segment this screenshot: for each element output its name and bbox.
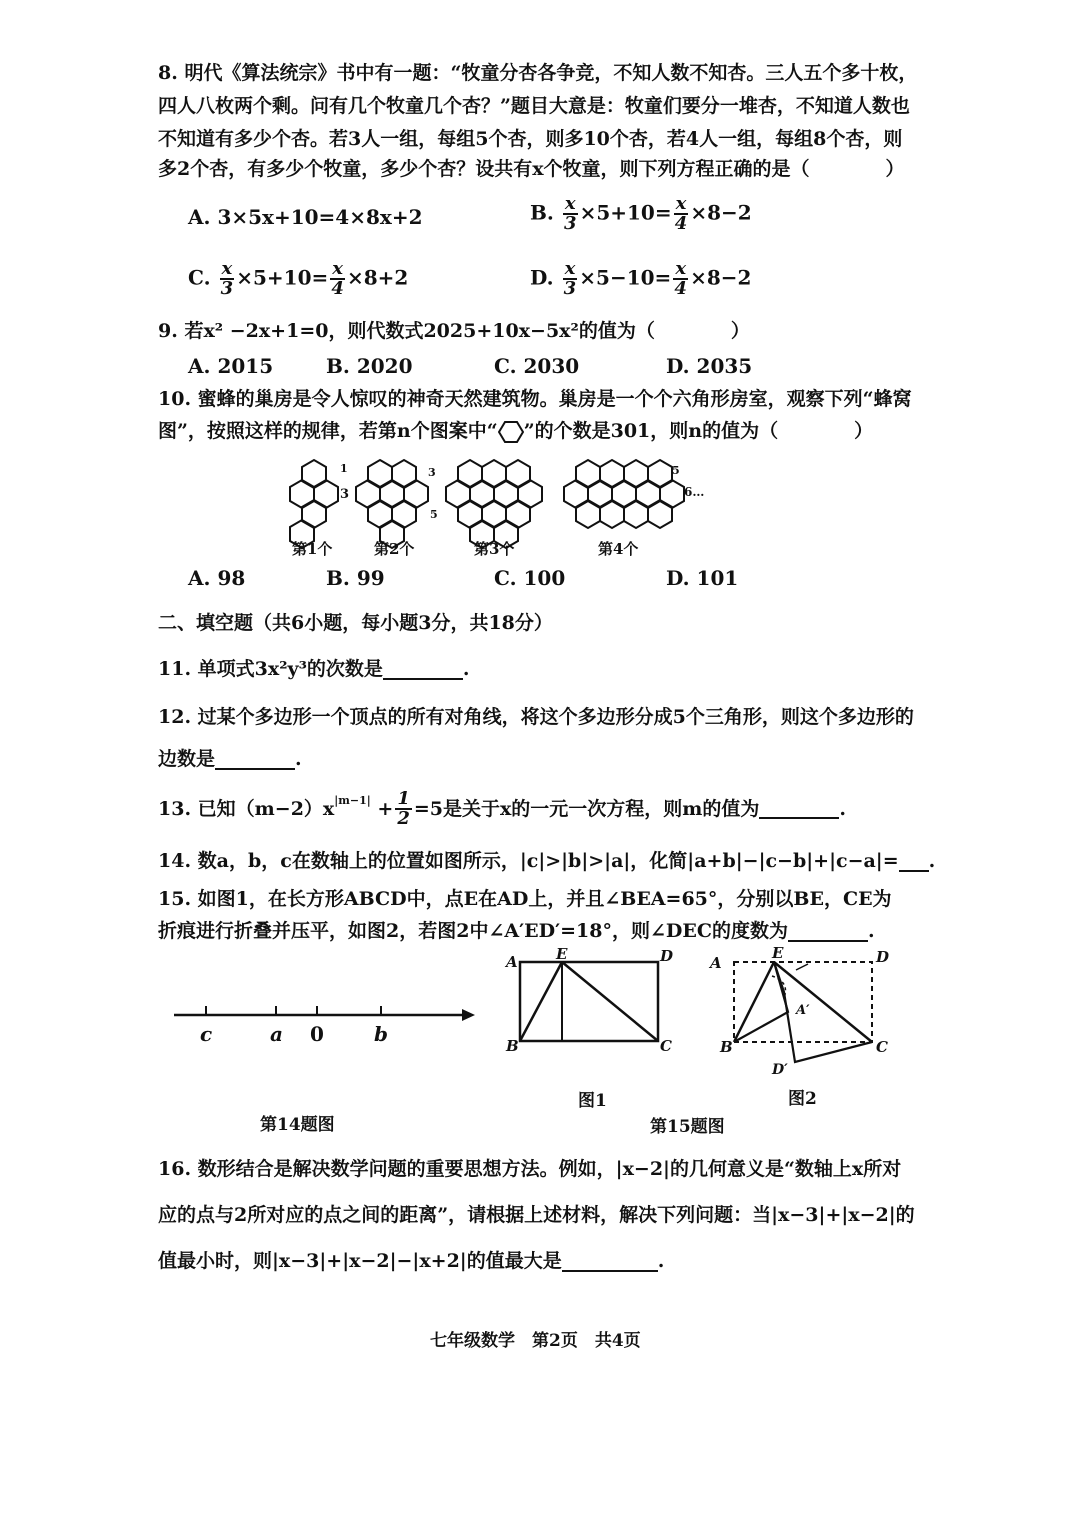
caption-q15: 第15题图	[650, 1117, 725, 1137]
q16-line-1: 16. 数形结合是解决数学问题的重要思想方法。例如，|x−2|的几何意义是“数轴上x所对	[158, 1158, 902, 1180]
figure-label-3: 第3个	[474, 540, 515, 558]
q9-option-c: C. 2030	[494, 354, 580, 378]
figure-label-2: 第2个	[374, 540, 415, 558]
q15-line-2: 折痕进行折叠并压平，如图2，若图2中∠A′ED′=18°，则∠DEC的度数为 .	[158, 920, 875, 942]
label-D-prime: D′	[772, 1062, 788, 1078]
mark: 6…	[684, 485, 705, 499]
q13: 13. 已知$(m-2)x^{|m-1|}$ + $\frac{1}{2}$ =5是关于x的一元一次方程，则m的值为 .	[158, 788, 847, 829]
answer-blank[interactable]	[215, 750, 295, 770]
label-B: B	[720, 1038, 733, 1056]
q8-option-a: A. 3×5x+10=4×8x+2	[188, 205, 423, 229]
label-A: A	[710, 954, 722, 972]
mark: 5	[672, 464, 680, 477]
answer-blank[interactable]	[562, 1252, 658, 1272]
label-a: a	[270, 1022, 283, 1046]
figure-label-1: 第1个	[292, 540, 333, 558]
caption-fig1: 图1	[578, 1091, 607, 1111]
mark: 3	[340, 487, 350, 502]
fraction: $\frac{x}{4}$	[674, 193, 688, 234]
q8-line-4: 多2个杏，有多少个牧童，多少个杏？设共有x个牧童，则下列方程正确的是（ ）	[158, 158, 905, 180]
fraction: $\frac{x}{3}$	[220, 258, 234, 299]
label-zero: 0	[310, 1022, 324, 1046]
hexagon-icon	[498, 421, 524, 443]
q9-option-a: A. 2015	[188, 354, 274, 378]
honeycomb-4	[564, 460, 684, 528]
q8-line-2: 四人八枚两个剩。问有几个牧童几个杏？”题目大意是：牧童们要分一堆杏，不知道人数也	[158, 95, 910, 117]
honeycomb-2	[356, 460, 428, 548]
caption-fig2: 图2	[788, 1089, 817, 1109]
q8-option-c: C. $\frac{x}{3}$ ×5+10= $\frac{x}{4}$ ×8+2	[188, 258, 409, 299]
label-A-prime: A′	[796, 1003, 810, 1018]
label-D: D	[660, 947, 674, 965]
q9-option-d: D. 2035	[666, 354, 753, 378]
q10-option-d: D. 101	[666, 566, 739, 590]
mark: 1	[340, 462, 348, 475]
q10-line-1: 10. 蜜蜂的巢房是令人惊叹的神奇天然建筑物。巢房是一个个六角形房室，观察下列“蜂窝	[158, 388, 912, 410]
q10-line-2: 图”，按照这样的规律，若第n个图案中“ ”的个数是301，则n的值为（ ）	[158, 420, 874, 442]
q16-line-3: 值最小时，则|x−3|+|x−2|−|x+2|的值最大是 .	[158, 1250, 665, 1272]
q15-line-1: 15. 如图1，在长方形ABCD中，点E在AD上，并且∠BEA=65°，分别以BE，CE为	[158, 888, 892, 910]
q10-option-a: A. 98	[188, 566, 246, 590]
q8-line-1: 8. 明代《算法统宗》书中有一题：“牧童分杏各争竞，不知人数不知杏。三人五个多十枚，	[158, 62, 918, 84]
answer-blank[interactable]	[759, 799, 839, 819]
q16-line-2: 应的点与2所对应的点之间的距离”，请根据上述材料，解决下列问题：当|x−3|+|x−2|的	[158, 1204, 915, 1226]
q8-option-b: B. $\frac{x}{3}$ ×5+10= $\frac{x}{4}$ ×8−2	[530, 193, 752, 234]
q10-option-c: C. 100	[494, 566, 566, 590]
page-footer: 七年级数学 第2页 共4页	[430, 1331, 641, 1351]
fraction: $\frac{x}{3}$	[563, 258, 577, 299]
fraction: $\frac{x}{4}$	[331, 258, 344, 299]
fraction: $\frac{1}{2}$	[397, 788, 410, 829]
label-E: E	[772, 944, 784, 962]
q12-line-2: 边数是 .	[158, 748, 302, 770]
q14: 14. 数a，b，c在数轴上的位置如图所示，|c|>|b|>|a|，化简|a+b|−|c−b|+|c−a|= .	[158, 850, 936, 872]
label-b: b	[374, 1022, 388, 1046]
q8-option-d: D. $\frac{x}{3}$ ×5−10= $\frac{x}{4}$ ×8−2	[530, 258, 752, 299]
figure-2	[700, 940, 900, 1080]
q12-line-1: 12. 过某个多边形一个顶点的所有对角线，将这个多边形分成5个三角形，则这个多边形的	[158, 706, 914, 728]
mark: 5	[430, 508, 438, 521]
answer-blank[interactable]	[383, 660, 463, 680]
fraction: $\frac{x}{4}$	[674, 258, 687, 299]
label-E: E	[556, 945, 568, 963]
fraction: $\frac{x}{3}$	[563, 193, 577, 234]
honeycomb-3	[446, 460, 542, 548]
label-D: D	[876, 948, 890, 966]
section-heading: 二、填空题（共6小题，每小题3分，共18分）	[158, 612, 553, 634]
q9-stem: 9. 若x² −2x+1=0，则代数式2025+10x−5x²的值为（ ）	[158, 320, 750, 342]
label-C: C	[660, 1037, 672, 1055]
figure-label-4: 第4个	[598, 540, 639, 558]
q10-option-b: B. 99	[326, 566, 385, 590]
label-B: B	[506, 1037, 519, 1055]
figure-1	[500, 945, 685, 1060]
q11: 11. 单项式3x²y³的次数是 .	[158, 658, 470, 680]
caption-q14: 第14题图	[260, 1115, 335, 1135]
number-line	[170, 995, 480, 1055]
label-C: C	[876, 1038, 888, 1056]
label-c: c	[200, 1022, 213, 1046]
answer-blank[interactable]	[788, 922, 868, 942]
answer-blank[interactable]	[899, 852, 929, 872]
honeycomb-1	[290, 460, 338, 548]
honeycomb-figures	[280, 450, 720, 560]
label-A: A	[506, 953, 518, 971]
q9-option-b: B. 2020	[326, 354, 413, 378]
mark: 3	[428, 466, 436, 479]
q8-line-3: 不知道有多少个杏。若3人一组，每组5个杏，则多10个杏，若4人一组，每组8个杏，则	[158, 128, 903, 150]
